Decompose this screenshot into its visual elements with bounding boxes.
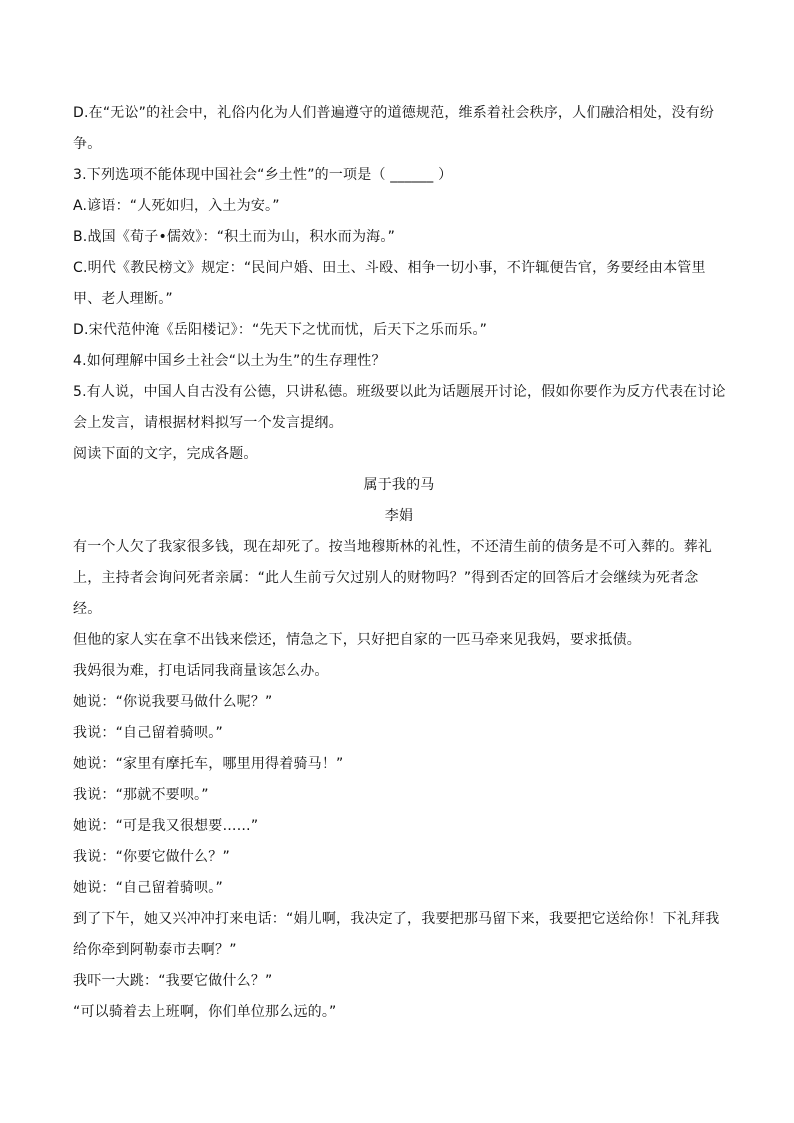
paragraph-line: 但他的家人实在拿不出钱来偿还，情急之下，只好把自家的一匹马牵来见我妈，要求抵债。 [73, 632, 641, 648]
question-4: 4.如何理解中国乡土社会“以土为生”的生存理性？ [73, 353, 386, 369]
paragraph-line: 给你牵到阿勒泰市去啊？” [73, 942, 237, 958]
paragraph-line: 我妈很为难，打电话同我商量该怎么办。 [73, 663, 329, 679]
question-3-option-a: A.谚语：“人死如归，入土为安。” [73, 198, 280, 214]
reading-instruction: 阅读下面的文字，完成各题。 [73, 446, 258, 462]
question-3-option-b: B.战国《荀子•儒效》：“积土而为山，积水而为海。” [73, 229, 396, 245]
paragraph-line: 经。 [73, 601, 102, 617]
dialogue-line: 我吓一大跳：“我要它做什么？” [73, 973, 273, 989]
article-author: 李娟 [384, 508, 414, 524]
question-5-line-1: 5.有人说，中国人自古没有公德，只讲私德。班级要以此为话题展开讨论，假如你要作为反方代表在讨论 [73, 384, 726, 400]
dialogue-line: 我说：“那就不要呗。” [73, 787, 209, 803]
dialogue-line: 她说：“可是我又很想要……” [73, 818, 259, 834]
option-d-line-2: 争。 [73, 136, 102, 152]
question-3-option-d: D.宋代范仲淹《岳阳楼记》：“先天下之忧而忧，后天下之乐而乐。” [73, 322, 488, 338]
article-title: 属于我的马 [363, 477, 435, 493]
paragraph-line: 到了下午，她又兴冲冲打来电话：“娟儿啊，我决定了，我要把那马留下来，我要把它送给你！下礼拜我 [73, 911, 720, 927]
dialogue-line: “可以骑着去上班啊，你们单位那么远的。” [73, 1004, 337, 1020]
document-body [73, 98, 725, 1028]
dialogue-line: 我说：“你要它做什么？” [73, 849, 230, 865]
dialogue-line: 我说：“自己留着骑呗。” [73, 725, 223, 741]
question-5-line-2: 会上发言，请根据材料拟写一个发言提纲。 [73, 415, 343, 431]
option-d-line-1: D.在“无讼”的社会中，礼俗内化为人们普遍遵守的道德规范，维系着社会秩序，人们融洽相处，没有纷 [73, 105, 715, 121]
dialogue-line: 她说：“你说我要马做什么呢？” [73, 694, 273, 710]
dialogue-line: 她说：“自己留着骑呗。” [73, 880, 223, 896]
paragraph-line: 有一个人欠了我家很多钱，现在却死了。按当地穆斯林的礼性，不还清生前的债务是不可入葬的。葬礼 [73, 539, 712, 555]
question-3-option-c-line-2: 甲、老人理断。” [73, 291, 173, 307]
question-3-option-c-line-1: C.明代《教民榜文》规定：“民间户婚、田土、斗殴、相争一切小事，不许辄便告官，务要经由本管里 [73, 260, 706, 276]
paragraph-line: 上，主持者会询问死者亲属：“此人生前亏欠过别人的财物吗？”得到否定的回答后才会继续为死者念 [73, 570, 699, 586]
question-3: 3.下列选项不能体现中国社会“乡土性”的一项是（ ______ ） [73, 167, 453, 183]
dialogue-line: 她说：“家里有摩托车，哪里用得着骑马！” [73, 756, 344, 772]
